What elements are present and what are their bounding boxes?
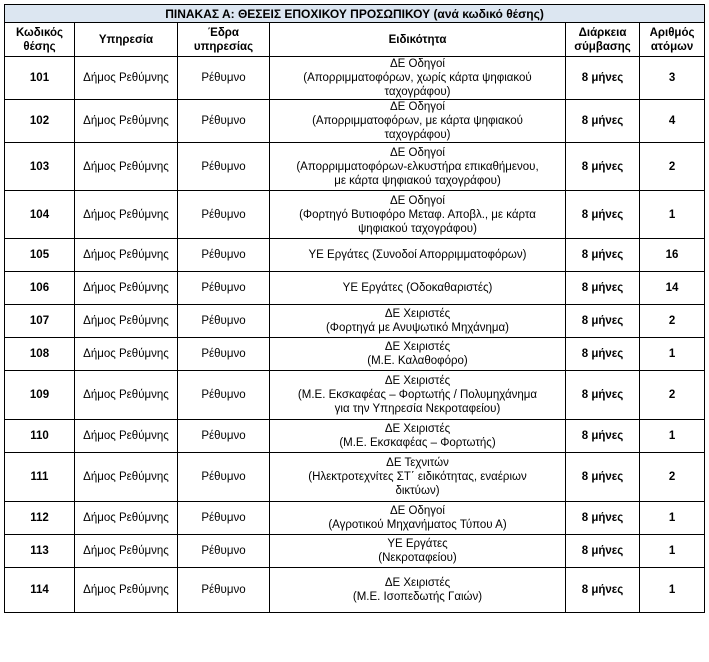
cell-code: 111 bbox=[5, 453, 75, 502]
cell-specialty bbox=[270, 57, 566, 100]
cell-duration: 8 μήνες bbox=[566, 502, 640, 535]
cell-duration: 8 μήνες bbox=[566, 272, 640, 305]
header-seat-line: υπηρεσίας bbox=[193, 40, 254, 53]
cell-duration: 8 μήνες bbox=[566, 100, 640, 143]
cell-count: 1 bbox=[640, 191, 705, 239]
table-row bbox=[5, 535, 705, 568]
cell-service: Δήμος Ρεθύμνης bbox=[75, 371, 178, 420]
cell-specialty bbox=[270, 143, 566, 191]
cell-count: 1 bbox=[640, 502, 705, 535]
cell-service: Δήμος Ρεθύμνης bbox=[75, 272, 178, 305]
header-code-line: θέσης bbox=[23, 40, 56, 53]
cell-seat: Ρέθυμνο bbox=[178, 535, 270, 568]
specialty-line: ΔΕ Οδηγοί bbox=[390, 194, 445, 207]
specialty-line: ΔΕ Οδηγοί bbox=[390, 146, 445, 159]
cell-count: 2 bbox=[640, 143, 705, 191]
specialty-line: για την Υπηρεσία Νεκροταφείου) bbox=[334, 403, 501, 415]
specialty-line: (Μ.Ε. Εκσκαφέας – Φορτωτής / Πολυμηχάνημα bbox=[297, 389, 538, 401]
specialty-line: ΔΕ Χειριστές bbox=[384, 577, 451, 589]
cell-code: 110 bbox=[5, 420, 75, 453]
table-row bbox=[5, 143, 705, 191]
specialty-line: (Ηλεκτροτεχνίτες ΣΤ΄ ειδικότητας, εναέριων bbox=[308, 471, 527, 483]
table-row bbox=[5, 191, 705, 239]
cell-specialty bbox=[270, 338, 566, 371]
cell-service: Δήμος Ρεθύμνης bbox=[75, 453, 178, 502]
cell-code: 104 bbox=[5, 191, 75, 239]
specialty-line: με κάρτα ψηφιακού ταχογράφου) bbox=[334, 174, 501, 187]
cell-code: 103 bbox=[5, 143, 75, 191]
specialty-line: (Μ.Ε. Εκσκαφέας – Φορτωτής) bbox=[339, 437, 496, 449]
cell-count: 2 bbox=[640, 371, 705, 420]
cell-code: 112 bbox=[5, 502, 75, 535]
header-count bbox=[640, 23, 705, 57]
header-specialty bbox=[270, 23, 566, 57]
cell-seat: Ρέθυμνο bbox=[178, 305, 270, 338]
header-service bbox=[75, 23, 178, 57]
header-seat bbox=[178, 23, 270, 57]
cell-count: 2 bbox=[640, 305, 705, 338]
cell-seat: Ρέθυμνο bbox=[178, 420, 270, 453]
cell-service: Δήμος Ρεθύμνης bbox=[75, 535, 178, 568]
specialty-line: ΥΕ Εργάτες bbox=[387, 538, 448, 550]
specialty-line: (Απορριμματοφόρων-ελκυστήρα επικαθήμενου, bbox=[296, 160, 539, 173]
cell-service: Δήμος Ρεθύμνης bbox=[75, 305, 178, 338]
header-code-line: Κωδικός bbox=[16, 26, 63, 39]
specialty-line: ψηφιακού ταχογράφου) bbox=[358, 222, 477, 235]
cell-service: Δήμος Ρεθύμνης bbox=[75, 338, 178, 371]
header-specialty-line: Ειδικότητα bbox=[388, 33, 447, 46]
cell-specialty bbox=[270, 420, 566, 453]
specialty-line: ταχογράφου) bbox=[384, 86, 451, 98]
cell-seat: Ρέθυμνο bbox=[178, 338, 270, 371]
cell-duration: 8 μήνες bbox=[566, 535, 640, 568]
table-row bbox=[5, 305, 705, 338]
table-row bbox=[5, 420, 705, 453]
cell-specialty bbox=[270, 100, 566, 143]
table-row bbox=[5, 239, 705, 272]
specialty-line: (Φορτηγό Βυτιοφόρο Μεταφ. Αποβλ., με κάρτα bbox=[299, 208, 536, 221]
cell-code: 109 bbox=[5, 371, 75, 420]
cell-duration: 8 μήνες bbox=[566, 191, 640, 239]
cell-count: 1 bbox=[640, 568, 705, 613]
cell-service: Δήμος Ρεθύμνης bbox=[75, 502, 178, 535]
specialty-line: ΔΕ Χειριστές bbox=[384, 423, 451, 435]
cell-seat: Ρέθυμνο bbox=[178, 453, 270, 502]
cell-service: Δήμος Ρεθύμνης bbox=[75, 568, 178, 613]
specialty-line: (Απορριμματοφόρων, με κάρτα ψηφιακού bbox=[312, 115, 523, 127]
cell-seat: Ρέθυμνο bbox=[178, 568, 270, 613]
specialty-line: ΔΕ Οδηγοί bbox=[390, 505, 445, 517]
cell-specialty bbox=[270, 535, 566, 568]
header-duration-line: σύμβασης bbox=[574, 40, 631, 53]
cell-specialty bbox=[270, 453, 566, 502]
cell-count: 1 bbox=[640, 420, 705, 453]
cell-service: Δήμος Ρεθύμνης bbox=[75, 239, 178, 272]
specialty-line: (Αγροτικού Μηχανήματος Τύπου Α) bbox=[328, 519, 507, 531]
cell-service: Δήμος Ρεθύμνης bbox=[75, 420, 178, 453]
header-code bbox=[5, 23, 75, 57]
cell-code: 102 bbox=[5, 100, 75, 143]
cell-specialty bbox=[270, 191, 566, 239]
specialty-line: ταχογράφου) bbox=[384, 129, 451, 141]
header-service-line: Υπηρεσία bbox=[98, 33, 154, 46]
specialty-line: ΔΕ Χειριστές bbox=[384, 375, 451, 387]
specialty-line: (Νεκροταφείου) bbox=[378, 552, 457, 564]
cell-service: Δήμος Ρεθύμνης bbox=[75, 191, 178, 239]
cell-code: 101 bbox=[5, 57, 75, 100]
cell-duration: 8 μήνες bbox=[566, 239, 640, 272]
cell-specialty bbox=[270, 568, 566, 613]
table-row bbox=[5, 57, 705, 100]
cell-specialty bbox=[270, 502, 566, 535]
cell-count: 16 bbox=[640, 239, 705, 272]
table-row bbox=[5, 100, 705, 143]
cell-seat: Ρέθυμνο bbox=[178, 191, 270, 239]
header-duration bbox=[566, 23, 640, 57]
cell-seat: Ρέθυμνο bbox=[178, 371, 270, 420]
cell-duration: 8 μήνες bbox=[566, 305, 640, 338]
cell-duration: 8 μήνες bbox=[566, 338, 640, 371]
cell-count: 4 bbox=[640, 100, 705, 143]
table-row bbox=[5, 502, 705, 535]
header-duration-line: Διάρκεια bbox=[578, 26, 627, 39]
header-seat-line: Έδρα bbox=[208, 26, 239, 39]
cell-duration: 8 μήνες bbox=[566, 568, 640, 613]
header-count-line: ατόμων bbox=[650, 40, 694, 53]
cell-specialty bbox=[270, 239, 566, 272]
cell-seat: Ρέθυμνο bbox=[178, 239, 270, 272]
table-title: ΠΙΝΑΚΑΣ Α: ΘΕΣΕΙΣ ΕΠΟΧΙΚΟΥ ΠΡΟΣΩΠΙΚΟΥ (ανά κωδικό θέσης) bbox=[5, 5, 705, 23]
specialty-line: ΔΕ Τεχνιτών bbox=[386, 457, 449, 469]
cell-count: 2 bbox=[640, 453, 705, 502]
cell-specialty bbox=[270, 272, 566, 305]
specialty-line: (Απορριμματοφόρων, χωρίς κάρτα ψηφιακού bbox=[303, 72, 532, 84]
cell-count: 1 bbox=[640, 338, 705, 371]
table-title-row bbox=[5, 5, 705, 23]
cell-seat: Ρέθυμνο bbox=[178, 100, 270, 143]
specialty-line: ΥΕ Εργάτες (Οδοκαθαριστές) bbox=[342, 282, 493, 294]
cell-duration: 8 μήνες bbox=[566, 420, 640, 453]
specialty-line: (Μ.Ε. Ισοπεδωτής Γαιών) bbox=[352, 591, 483, 603]
cell-count: 1 bbox=[640, 535, 705, 568]
cell-count: 14 bbox=[640, 272, 705, 305]
cell-seat: Ρέθυμνο bbox=[178, 143, 270, 191]
cell-seat: Ρέθυμνο bbox=[178, 272, 270, 305]
cell-duration: 8 μήνες bbox=[566, 57, 640, 100]
cell-duration: 8 μήνες bbox=[566, 453, 640, 502]
table-body bbox=[5, 57, 705, 613]
cell-code: 106 bbox=[5, 272, 75, 305]
cell-duration: 8 μήνες bbox=[566, 143, 640, 191]
cell-seat: Ρέθυμνο bbox=[178, 57, 270, 100]
cell-code: 105 bbox=[5, 239, 75, 272]
table-row bbox=[5, 453, 705, 502]
cell-code: 114 bbox=[5, 568, 75, 613]
cell-specialty bbox=[270, 305, 566, 338]
specialty-line: ΔΕ Οδηγοί bbox=[390, 101, 445, 113]
specialty-line: (Φορτηγά με Ανυψωτικό Μηχάνημα) bbox=[325, 322, 510, 334]
specialty-line: ΔΕ Οδηγοί bbox=[390, 58, 445, 70]
specialty-line: ΔΕ Χειριστές bbox=[384, 308, 451, 320]
cell-count: 3 bbox=[640, 57, 705, 100]
specialty-line: ΥΕ Εργάτες (Συνοδοί Απορριμματοφόρων) bbox=[308, 249, 527, 261]
specialty-line: δικτύων) bbox=[395, 485, 440, 497]
header-count-line: Αριθμός bbox=[649, 26, 695, 39]
cell-service: Δήμος Ρεθύμνης bbox=[75, 57, 178, 100]
table-row bbox=[5, 568, 705, 613]
specialty-line: ΔΕ Χειριστές bbox=[384, 341, 451, 353]
table-row bbox=[5, 272, 705, 305]
cell-seat: Ρέθυμνο bbox=[178, 502, 270, 535]
cell-code: 113 bbox=[5, 535, 75, 568]
table-row bbox=[5, 371, 705, 420]
cell-code: 108 bbox=[5, 338, 75, 371]
cell-specialty bbox=[270, 371, 566, 420]
table-header-row bbox=[5, 23, 705, 57]
cell-duration: 8 μήνες bbox=[566, 371, 640, 420]
cell-code: 107 bbox=[5, 305, 75, 338]
cell-service: Δήμος Ρεθύμνης bbox=[75, 100, 178, 143]
cell-service: Δήμος Ρεθύμνης bbox=[75, 143, 178, 191]
table-row bbox=[5, 338, 705, 371]
seasonal-staff-table bbox=[4, 4, 705, 613]
specialty-line: (Μ.Ε. Καλαθοφόρο) bbox=[367, 355, 468, 367]
